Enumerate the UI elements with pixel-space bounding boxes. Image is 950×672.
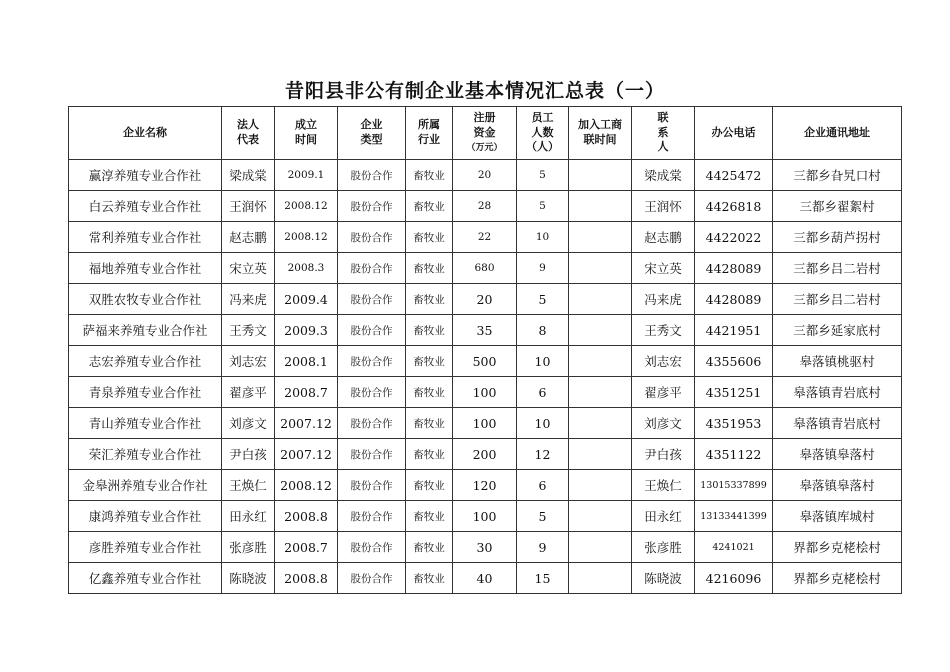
table-row bbox=[69, 222, 902, 253]
cell-join-time bbox=[569, 160, 632, 191]
table-row bbox=[69, 315, 902, 346]
cell-contact: 宋立英 bbox=[632, 253, 695, 284]
cell-contact: 陈晓波 bbox=[632, 563, 695, 594]
cell-registered-capital: 28 bbox=[453, 191, 517, 222]
cell-legal-rep: 刘志宏 bbox=[222, 346, 275, 377]
cell-enterprise-type: 股份合作 bbox=[338, 160, 406, 191]
cell-enterprise-name: 荣汇养殖专业合作社 bbox=[69, 439, 222, 470]
table-row bbox=[69, 284, 902, 315]
cell-industry: 畜牧业 bbox=[406, 315, 453, 346]
cell-registered-capital: 20 bbox=[453, 160, 517, 191]
cell-enterprise-name: 赢淳养殖专业合作社 bbox=[69, 160, 222, 191]
cell-contact: 梁成棠 bbox=[632, 160, 695, 191]
table-row bbox=[69, 532, 902, 563]
cell-join-time bbox=[569, 501, 632, 532]
cell-established: 2009.3 bbox=[275, 315, 338, 346]
cell-join-time bbox=[569, 191, 632, 222]
cell-join-time bbox=[569, 253, 632, 284]
cell-industry: 畜牧业 bbox=[406, 408, 453, 439]
cell-enterprise-type: 股份合作 bbox=[338, 191, 406, 222]
cell-join-time bbox=[569, 315, 632, 346]
cell-industry: 畜牧业 bbox=[406, 439, 453, 470]
cell-enterprise-type: 股份合作 bbox=[338, 315, 406, 346]
cell-join-time bbox=[569, 408, 632, 439]
cell-address: 三都乡吕二岩村 bbox=[773, 253, 902, 284]
cell-industry: 畜牧业 bbox=[406, 563, 453, 594]
cell-industry: 畜牧业 bbox=[406, 377, 453, 408]
cell-contact: 张彦胜 bbox=[632, 532, 695, 563]
cell-legal-rep: 陈晓波 bbox=[222, 563, 275, 594]
cell-enterprise-name: 亿鑫养殖专业合作社 bbox=[69, 563, 222, 594]
cell-staff-count: 9 bbox=[517, 253, 569, 284]
cell-address: 三都乡吕二岩村 bbox=[773, 284, 902, 315]
cell-enterprise-type: 股份合作 bbox=[338, 346, 406, 377]
cell-established: 2008.12 bbox=[275, 470, 338, 501]
cell-office-phone: 4351953 bbox=[695, 408, 773, 439]
cell-address: 皋落镇青岩底村 bbox=[773, 377, 902, 408]
table-row bbox=[69, 160, 902, 191]
cell-join-time bbox=[569, 284, 632, 315]
cell-enterprise-name: 白云养殖专业合作社 bbox=[69, 191, 222, 222]
cell-join-time bbox=[569, 346, 632, 377]
cell-office-phone: 4421951 bbox=[695, 315, 773, 346]
header-address: 企业通讯地址 bbox=[773, 107, 902, 160]
table-row bbox=[69, 377, 902, 408]
cell-legal-rep: 刘彦文 bbox=[222, 408, 275, 439]
header-join-time: 加入工商 联时间 bbox=[569, 107, 632, 160]
cell-address: 皋落镇皋落村 bbox=[773, 470, 902, 501]
cell-enterprise-type: 股份合作 bbox=[338, 377, 406, 408]
cell-industry: 畜牧业 bbox=[406, 253, 453, 284]
table-row bbox=[69, 501, 902, 532]
cell-office-phone: 4425472 bbox=[695, 160, 773, 191]
cell-enterprise-name: 青山养殖专业合作社 bbox=[69, 408, 222, 439]
cell-address: 三都乡葫芦拐村 bbox=[773, 222, 902, 253]
cell-established: 2009.4 bbox=[275, 284, 338, 315]
cell-staff-count: 10 bbox=[517, 346, 569, 377]
table-row bbox=[69, 346, 902, 377]
cell-registered-capital: 200 bbox=[453, 439, 517, 470]
table-row bbox=[69, 470, 902, 501]
header-legal-rep: 法人 代表 bbox=[222, 107, 275, 160]
cell-address: 界都乡克栳桧村 bbox=[773, 532, 902, 563]
cell-office-phone: 4351251 bbox=[695, 377, 773, 408]
table-header-row bbox=[69, 107, 902, 160]
cell-registered-capital: 20 bbox=[453, 284, 517, 315]
cell-established: 2008.7 bbox=[275, 377, 338, 408]
cell-join-time bbox=[569, 222, 632, 253]
cell-staff-count: 6 bbox=[517, 377, 569, 408]
cell-registered-capital: 100 bbox=[453, 408, 517, 439]
cell-industry: 畜牧业 bbox=[406, 470, 453, 501]
table-row bbox=[69, 439, 902, 470]
cell-registered-capital: 100 bbox=[453, 377, 517, 408]
cell-address: 皋落镇桃驱村 bbox=[773, 346, 902, 377]
cell-established: 2008.1 bbox=[275, 346, 338, 377]
cell-enterprise-type: 股份合作 bbox=[338, 439, 406, 470]
cell-industry: 畜牧业 bbox=[406, 284, 453, 315]
cell-established: 2008.8 bbox=[275, 563, 338, 594]
cell-address: 皋落镇库城村 bbox=[773, 501, 902, 532]
table-row bbox=[69, 408, 902, 439]
cell-industry: 畜牧业 bbox=[406, 160, 453, 191]
cell-industry: 畜牧业 bbox=[406, 222, 453, 253]
cell-registered-capital: 100 bbox=[453, 501, 517, 532]
cell-contact: 王焕仁 bbox=[632, 470, 695, 501]
cell-office-phone: 4351122 bbox=[695, 439, 773, 470]
cell-registered-capital: 500 bbox=[453, 346, 517, 377]
cell-registered-capital: 120 bbox=[453, 470, 517, 501]
cell-registered-capital: 680 bbox=[453, 253, 517, 284]
cell-established: 2008.8 bbox=[275, 501, 338, 532]
cell-enterprise-name: 志宏养殖专业合作社 bbox=[69, 346, 222, 377]
cell-contact: 尹白孩 bbox=[632, 439, 695, 470]
cell-contact: 王秀文 bbox=[632, 315, 695, 346]
cell-established: 2007.12 bbox=[275, 439, 338, 470]
cell-staff-count: 15 bbox=[517, 563, 569, 594]
cell-contact: 翟彦平 bbox=[632, 377, 695, 408]
header-enterprise-name: 企业名称 bbox=[69, 107, 222, 160]
cell-industry: 畜牧业 bbox=[406, 532, 453, 563]
cell-enterprise-name: 双胜农牧专业合作社 bbox=[69, 284, 222, 315]
cell-industry: 畜牧业 bbox=[406, 501, 453, 532]
cell-office-phone: 13133441399 bbox=[695, 501, 773, 532]
cell-registered-capital: 22 bbox=[453, 222, 517, 253]
cell-join-time bbox=[569, 532, 632, 563]
cell-office-phone: 4216096 bbox=[695, 563, 773, 594]
cell-legal-rep: 王秀文 bbox=[222, 315, 275, 346]
cell-staff-count: 6 bbox=[517, 470, 569, 501]
cell-enterprise-name: 康鸿养殖专业合作社 bbox=[69, 501, 222, 532]
cell-staff-count: 5 bbox=[517, 160, 569, 191]
document-title: 昔阳县非公有制企业基本情况汇总表（一） bbox=[284, 80, 665, 102]
cell-contact: 刘志宏 bbox=[632, 346, 695, 377]
cell-established: 2008.12 bbox=[275, 191, 338, 222]
cell-legal-rep: 宋立英 bbox=[222, 253, 275, 284]
table-row bbox=[69, 253, 902, 284]
header-office-phone: 办公电话 bbox=[695, 107, 773, 160]
cell-staff-count: 9 bbox=[517, 532, 569, 563]
header-staff-count: 员工 人数 （人） bbox=[517, 107, 569, 160]
cell-office-phone: 4426818 bbox=[695, 191, 773, 222]
cell-staff-count: 5 bbox=[517, 501, 569, 532]
cell-contact: 赵志鹏 bbox=[632, 222, 695, 253]
cell-address: 皋落镇青岩底村 bbox=[773, 408, 902, 439]
table-row bbox=[69, 563, 902, 594]
cell-staff-count: 10 bbox=[517, 408, 569, 439]
cell-enterprise-name: 萨福来养殖专业合作社 bbox=[69, 315, 222, 346]
cell-enterprise-name: 彦胜养殖专业合作社 bbox=[69, 532, 222, 563]
cell-office-phone: 13015337899 bbox=[695, 470, 773, 501]
cell-join-time bbox=[569, 563, 632, 594]
cell-legal-rep: 梁成棠 bbox=[222, 160, 275, 191]
cell-legal-rep: 翟彦平 bbox=[222, 377, 275, 408]
cell-staff-count: 12 bbox=[517, 439, 569, 470]
header-contact: 联 系 人 bbox=[632, 107, 695, 160]
cell-enterprise-type: 股份合作 bbox=[338, 501, 406, 532]
cell-legal-rep: 王润怀 bbox=[222, 191, 275, 222]
cell-enterprise-type: 股份合作 bbox=[338, 470, 406, 501]
cell-contact: 王润怀 bbox=[632, 191, 695, 222]
cell-legal-rep: 冯来虎 bbox=[222, 284, 275, 315]
cell-contact: 冯来虎 bbox=[632, 284, 695, 315]
cell-legal-rep: 尹白孩 bbox=[222, 439, 275, 470]
header-established: 成立 时间 bbox=[275, 107, 338, 160]
cell-legal-rep: 张彦胜 bbox=[222, 532, 275, 563]
cell-legal-rep: 田永红 bbox=[222, 501, 275, 532]
table-row bbox=[69, 191, 902, 222]
cell-enterprise-type: 股份合作 bbox=[338, 284, 406, 315]
cell-established: 2007.12 bbox=[275, 408, 338, 439]
header-enterprise-type: 企业 类型 bbox=[338, 107, 406, 160]
cell-office-phone: 4428089 bbox=[695, 253, 773, 284]
cell-office-phone: 4422022 bbox=[695, 222, 773, 253]
table-body bbox=[69, 160, 902, 594]
cell-contact: 田永红 bbox=[632, 501, 695, 532]
cell-address: 皋落镇皋落村 bbox=[773, 439, 902, 470]
cell-address: 界都乡克栳桧村 bbox=[773, 563, 902, 594]
cell-staff-count: 5 bbox=[517, 284, 569, 315]
cell-enterprise-type: 股份合作 bbox=[338, 408, 406, 439]
cell-staff-count: 8 bbox=[517, 315, 569, 346]
cell-enterprise-name: 常利养殖专业合作社 bbox=[69, 222, 222, 253]
cell-address: 三都乡延家底村 bbox=[773, 315, 902, 346]
cell-registered-capital: 40 bbox=[453, 563, 517, 594]
cell-industry: 畜牧业 bbox=[406, 191, 453, 222]
cell-registered-capital: 30 bbox=[453, 532, 517, 563]
cell-enterprise-type: 股份合作 bbox=[338, 253, 406, 284]
cell-office-phone: 4428089 bbox=[695, 284, 773, 315]
cell-established: 2008.7 bbox=[275, 532, 338, 563]
cell-established: 2008.3 bbox=[275, 253, 338, 284]
cell-enterprise-name: 青泉养殖专业合作社 bbox=[69, 377, 222, 408]
cell-legal-rep: 赵志鹏 bbox=[222, 222, 275, 253]
cell-office-phone: 4355606 bbox=[695, 346, 773, 377]
cell-registered-capital: 35 bbox=[453, 315, 517, 346]
cell-enterprise-type: 股份合作 bbox=[338, 532, 406, 563]
cell-join-time bbox=[569, 377, 632, 408]
cell-office-phone: 4241021 bbox=[695, 532, 773, 563]
cell-established: 2008.12 bbox=[275, 222, 338, 253]
cell-enterprise-type: 股份合作 bbox=[338, 563, 406, 594]
cell-contact: 刘彦文 bbox=[632, 408, 695, 439]
cell-enterprise-name: 福地养殖专业合作社 bbox=[69, 253, 222, 284]
cell-address: 三都乡翟絮村 bbox=[773, 191, 902, 222]
cell-enterprise-name: 金皋洲养殖专业合作社 bbox=[69, 470, 222, 501]
cell-established: 2009.1 bbox=[275, 160, 338, 191]
cell-join-time bbox=[569, 470, 632, 501]
cell-industry: 畜牧业 bbox=[406, 346, 453, 377]
cell-address: 三都乡旮旯口村 bbox=[773, 160, 902, 191]
enterprise-summary-table bbox=[68, 106, 902, 594]
cell-join-time bbox=[569, 439, 632, 470]
cell-staff-count: 10 bbox=[517, 222, 569, 253]
cell-legal-rep: 王焕仁 bbox=[222, 470, 275, 501]
cell-enterprise-type: 股份合作 bbox=[338, 222, 406, 253]
header-industry: 所属 行业 bbox=[406, 107, 453, 160]
cell-staff-count: 5 bbox=[517, 191, 569, 222]
header-registered-capital: 注册 资金 （万元） bbox=[453, 107, 517, 160]
